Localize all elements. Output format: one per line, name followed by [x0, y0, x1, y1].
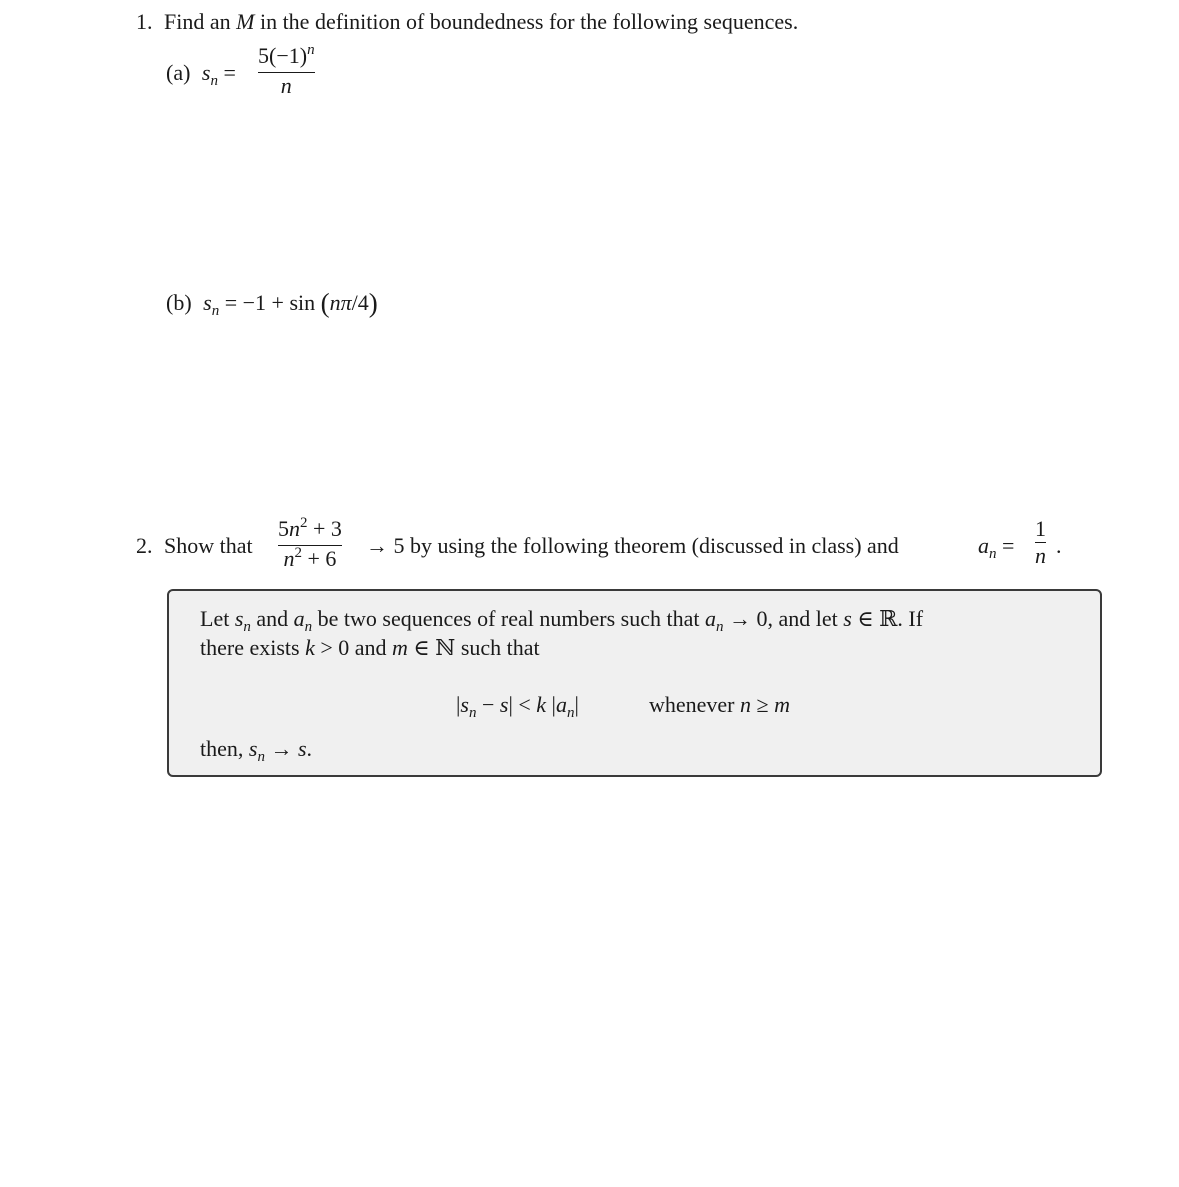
problem-2-a-n-fraction	[1035, 516, 1046, 569]
problem-2-numerator: $5n^2 + 3$	[278, 515, 342, 541]
problem-2-lead	[136, 533, 253, 559]
problem-2-number: 2.	[136, 533, 153, 558]
part-b-line	[166, 286, 378, 317]
problem-2-a-n-lhs: $a_n$ =	[978, 533, 1015, 562]
part-a-denominator: n	[280, 73, 292, 99]
problem-2-denominator: $n^2 + 6$	[283, 545, 337, 572]
theorem-line-1: Let $s_n$ and $a_n$ be two sequences of real numbers such that $a_n \to 0$, and let s ∈ ℝ. If	[200, 606, 924, 635]
theorem-line-2: there exists k > 0 and m ∈ ℕ such that	[200, 635, 540, 660]
part-b-expression: $s_n = -1 + \sin (n\pi/4)$	[203, 288, 378, 319]
problem-2-middle: → 5 by using the following theorem (discussed in class) and	[366, 533, 899, 558]
theorem-conclusion: then, $s_n \to s$.	[200, 736, 313, 765]
theorem-condition: whenever n ≥ m	[649, 692, 790, 717]
problem-2-trailing: .	[1056, 533, 1062, 558]
part-b-label: (b)	[166, 290, 192, 315]
part-a-lhs: $s_n$ =	[201, 60, 236, 89]
theorem-inequality: $|s_n - s| < k$ $|a_n|$	[456, 692, 579, 721]
part-a-numerator: $5(-1)^n$	[258, 42, 315, 68]
theorem-box	[167, 589, 1102, 777]
problem-2-fraction	[278, 516, 342, 575]
problem-1-text: Find an M in the definition of boundedness for the following sequences.	[164, 9, 799, 34]
part-a-label	[166, 60, 236, 89]
problem-1-number: 1.	[136, 9, 153, 34]
problem-2-lead-text: Show that	[164, 533, 253, 558]
part-a-label-text: (a)	[166, 60, 191, 85]
problem-1-heading	[136, 9, 798, 35]
problem-2-a-n-denominator: n	[1035, 543, 1046, 569]
problem-2-a-n-numerator: 1	[1035, 516, 1046, 541]
part-a-fraction	[258, 43, 315, 99]
